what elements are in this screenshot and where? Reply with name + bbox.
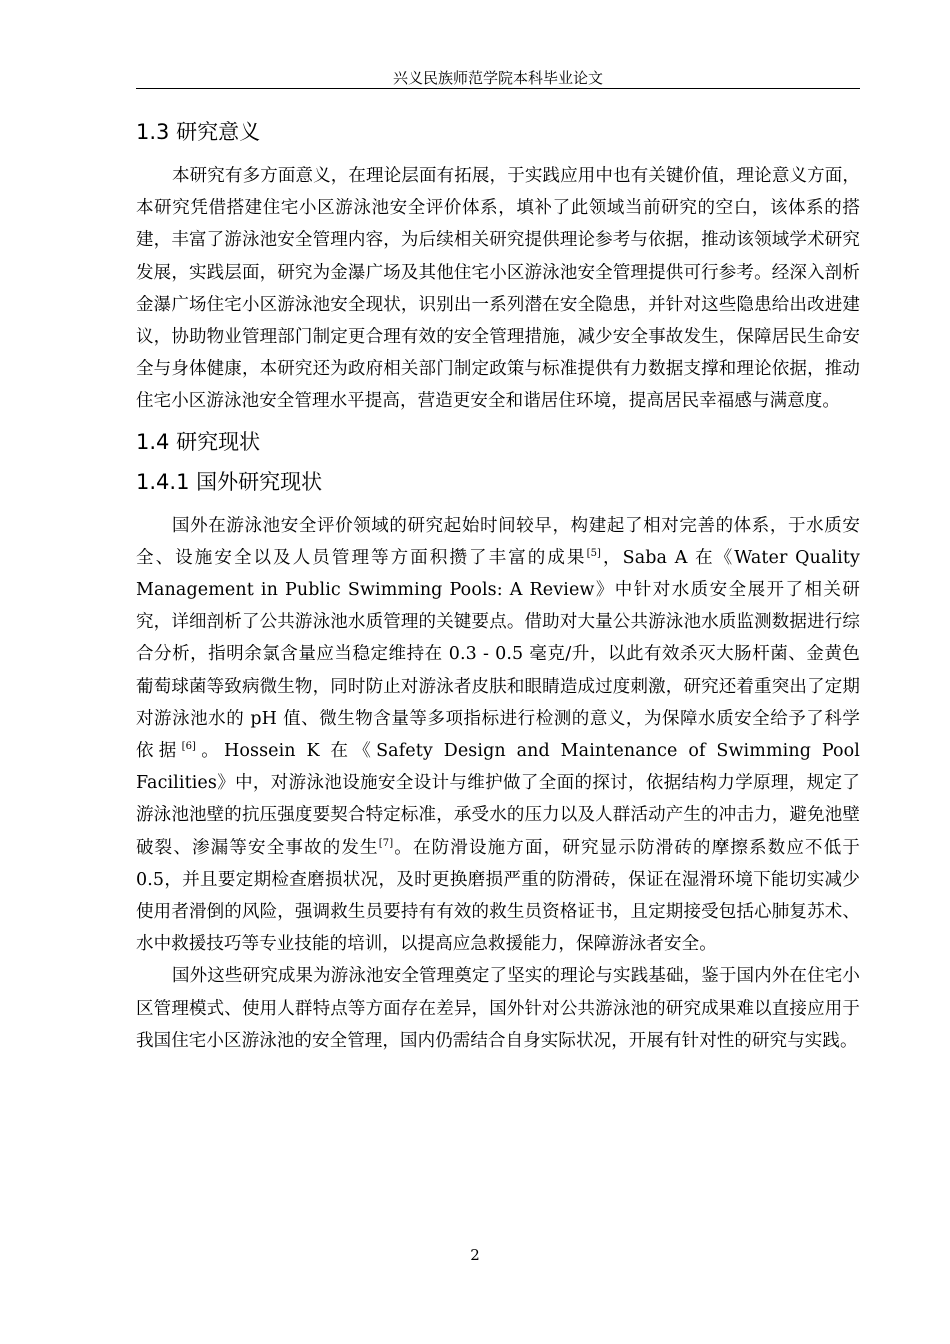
text-run: 。Hossein K 在《Safety Design and Maintenance of Swimming Pool Facilities》中，对游泳池设施安全设计与维护做了全面的探讨，依据结构力学原理，规定了游泳池池壁的抗压强度要契合特定标准，承受水的压力以及人群活动产生的冲击力，避免池壁破裂、渗漏等安全事故的发生 [136,741,860,858]
main-content [136,112,860,1057]
text-run: ，Saba A 在《Water Quality Management in Public Swimming Pools: A Review》中针对水质安全展开了相关研究，详细剖析了公共游泳池水质管理的关键要点。借助对大量公共游泳池水质监测数据进行综合分析，指明余氯含量应当稳定维持在 0.3 - 0.5 毫克/升，以此有效杀灭大肠杆菌、金黄色葡萄球菌等致病微生物，同时防止对游泳者皮肤和眼睛造成过度刺激，研究还着重突出了定期对游泳池水的 pH 值、微生物含量等多项指标进行检测的意义，为保障水质安全给予了科学依据 [136,547,860,762]
page-number: 2 [470,1246,480,1264]
citation-ref: [5] [586,548,602,559]
section-heading-1-3: 1.3 研究意义 [136,120,261,144]
body-paragraph: 国外这些研究成果为游泳池安全管理奠定了坚实的理论与实践基础，鉴于国内外在住宅小区管理模式、使用人群特点等方面存在差异，国外针对公共游泳池的研究成果难以直接应用于我国住宅小区游泳池的安全管理，国内仍需结合自身实际状况，开展有针对性的研究与实践。 [136,966,860,1051]
citation-ref: [6] [181,741,197,753]
section-heading-1-4: 1.4 研究现状 [136,429,261,454]
header-rule [136,88,860,89]
subsection-heading-1-4-1: 1.4.1 国外研究现状 [136,469,323,494]
text-run: 国外在游泳池安全评价领域的研究起始时间较早，构建起了相对完善的体系，于水质安全、设施安全以及人员管理等方面积攒了丰富的成果 [136,515,860,568]
body-paragraph: 本研究有多方面意义，在理论层面有拓展，于实践应用中也有关键价值，理论意义方面，本研究凭借搭建住宅小区游泳池安全评价体系，填补了此领域当前研究的空白，该体系的搭建，丰富了游泳池安全管理内容，为后续相关研究提供理论参考与依据，推动该领域学术研究发展，实践层面，研究为金瀑广场及其他住宅小区游泳池安全管理提供可行参考。经深入剖析金瀑广场住宅小区游泳池安全现状，识别出一系列潜在安全隐患，并针对这些隐患给出改进建议，协助物业管理部门制定更合理有效的安全管理措施，减少安全事故发生，保障居民生命安全与身体健康，本研究还为政府相关部门制定政策与标准提供有力数据支撑和理论依据，推动住宅小区游泳池安全管理水平提高，营造更安全和谐居住环境，提高居民幸福感与满意度。 [136,166,860,412]
running-header: 兴义民族师范学院本科毕业论文 [392,69,603,87]
body-paragraph [136,510,860,961]
text-run: 。在防滑设施方面，研究显示防滑砖的摩擦系数应不低于 0.5，并且要定期检查磨损状况，及时更换磨损严重的防滑砖，保证在湿滑环境下能切实减少使用者滑倒的风险，强调救生员要持有有效的救生员资格证书，且定期接受包括心肺复苏术、水中救援技巧等专业技能的培训，以提高应急救援能力，保障游泳者安全。 [136,837,860,955]
citation-ref: [7] [378,837,394,849]
